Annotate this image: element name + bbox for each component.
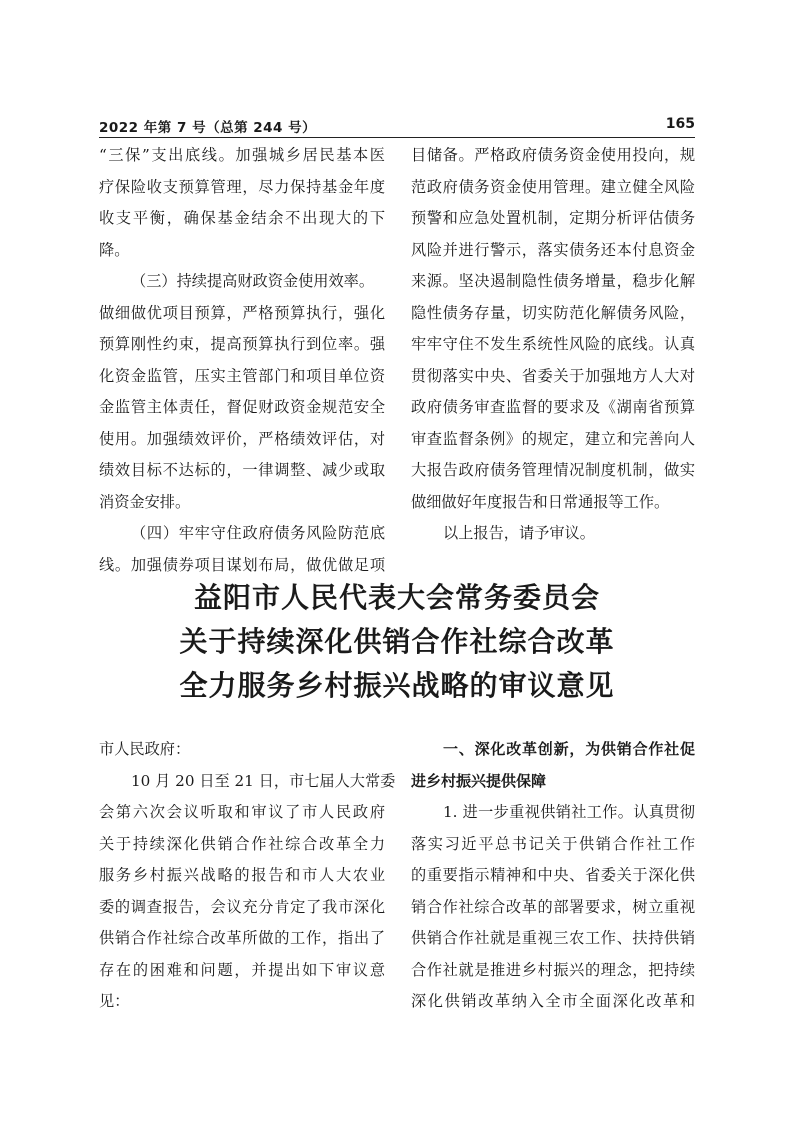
text-line: 审查监督条例》的规定，建立和完善向人 [411, 429, 695, 448]
text-line: 消资金安排。 [99, 492, 191, 511]
text-line: 化资金监管，压实主管部门和项目单位资 [99, 366, 385, 385]
text-line: 隐性债务存量，切实防范化解债务风险， [411, 303, 695, 322]
text-line: 金监管主体责任，督促财政资金规范安全 [99, 398, 385, 416]
article-title [0, 576, 794, 708]
text-line: “三保”支出底线。加强城乡居民基本医 [99, 146, 385, 164]
text-line: 一、深化改革创新，为供销合作社促 [443, 740, 695, 758]
text-line: 绩效目标不达标的，一律调整、减少或取 [99, 461, 385, 479]
text-line: 落实习近平总书记关于供销合作社工作 [411, 834, 695, 853]
bottom-right-column [411, 734, 695, 1018]
bottom-left-column [99, 734, 396, 1018]
text-line: 关于持续深化供销合作社综合改革全力 [99, 834, 385, 853]
text-line: 10 月 20 日至 21 日，市七届人大常委 [131, 771, 396, 790]
text-line: 合作社就是推进乡村振兴的理念，把持续 [411, 960, 695, 979]
text-line: 深化供销改革纳入全市全面深化改革和 [411, 992, 695, 1010]
text-line: 存在的困难和问题，并提出如下审议意 [99, 960, 385, 979]
text-line: 大报告政府债务管理情况制度机制，做实 [411, 461, 695, 479]
text-line: （三）持续提高财政资金使用效率。 [131, 272, 374, 290]
text-line: 供销合作社综合改革所做的工作，指出了 [99, 929, 385, 947]
text-line: 做细做优项目预算，严格预算执行，强化 [99, 303, 385, 322]
text-line: 贯彻落实中央、省委关于加强地方人大对 [411, 366, 695, 385]
text-line: 会第六次会议听取和审议了市人民政府 [99, 803, 385, 821]
text-line: 做细做好年度报告和日常通报等工作。 [411, 492, 670, 511]
text-line: 牢牢守住不发生系统性风险的底线。认真 [411, 335, 695, 353]
header-rule [99, 137, 695, 138]
title-line: 关于持续深化供销合作社综合改革 [179, 625, 615, 658]
title-line: 全力服务乡村振兴战略的审议意见 [179, 669, 615, 702]
text-line: 预算刚性约束，提高预算执行到位率。强 [99, 335, 385, 353]
text-line: 服务乡村振兴战略的报告和市人大农业 [99, 866, 385, 884]
text-line: 销合作社综合改革的部署要求，树立重视 [411, 897, 695, 916]
top-right-column [411, 140, 695, 550]
text-line: 1. 进一步重视供销社工作。认真贯彻 [443, 803, 695, 821]
text-line: 市人民政府： [99, 740, 191, 758]
text-line: 政府债务审查监督的要求及《湖南省预算 [411, 398, 695, 416]
text-line: 目储备。严格政府债务资金使用投向，规 [411, 146, 695, 164]
text-line: 来源。坚决遏制隐性债务增量，稳步化解 [411, 272, 695, 290]
text-line: 供销合作社就是重视三农工作、扶持供销 [411, 929, 695, 947]
title-line: 益阳市人民代表大会常务委员会 [193, 581, 600, 614]
text-line: 进乡村振兴提供保障 [411, 771, 547, 790]
text-line: 以上报告，请予审议。 [443, 524, 595, 542]
text-line: 降。 [99, 240, 130, 259]
text-line: 使用。加强绩效评价，严格绩效评估，对 [99, 429, 385, 448]
text-line: 预警和应急处置机制，定期分析评估债务 [411, 209, 695, 227]
text-line: 风险并进行警示，落实债务还本付息资金 [411, 240, 695, 259]
text-line: 委的调查报告，会议充分肯定了我市深化 [99, 897, 385, 916]
text-line: 线。加强债券项目谋划布局，做优做足项 [99, 555, 385, 574]
running-header [99, 116, 695, 136]
text-line: （四）牢牢守住政府债务风险防范底 [131, 524, 385, 542]
issue-label: 2022 年第 7 号（总第 244 号） [99, 120, 317, 136]
text-line: 的重要指示精神和中央、省委关于深化供 [411, 866, 695, 884]
text-line: 范政府债务资金使用管理。建立健全风险 [411, 177, 695, 196]
top-left-column [99, 140, 385, 581]
page-number: 165 [665, 116, 695, 132]
text-line: 疗保险收支预算管理，尽力保持基金年度 [99, 177, 385, 196]
text-line: 见： [99, 992, 130, 1010]
text-line: 收支平衡，确保基金结余不出现大的下 [99, 209, 385, 227]
